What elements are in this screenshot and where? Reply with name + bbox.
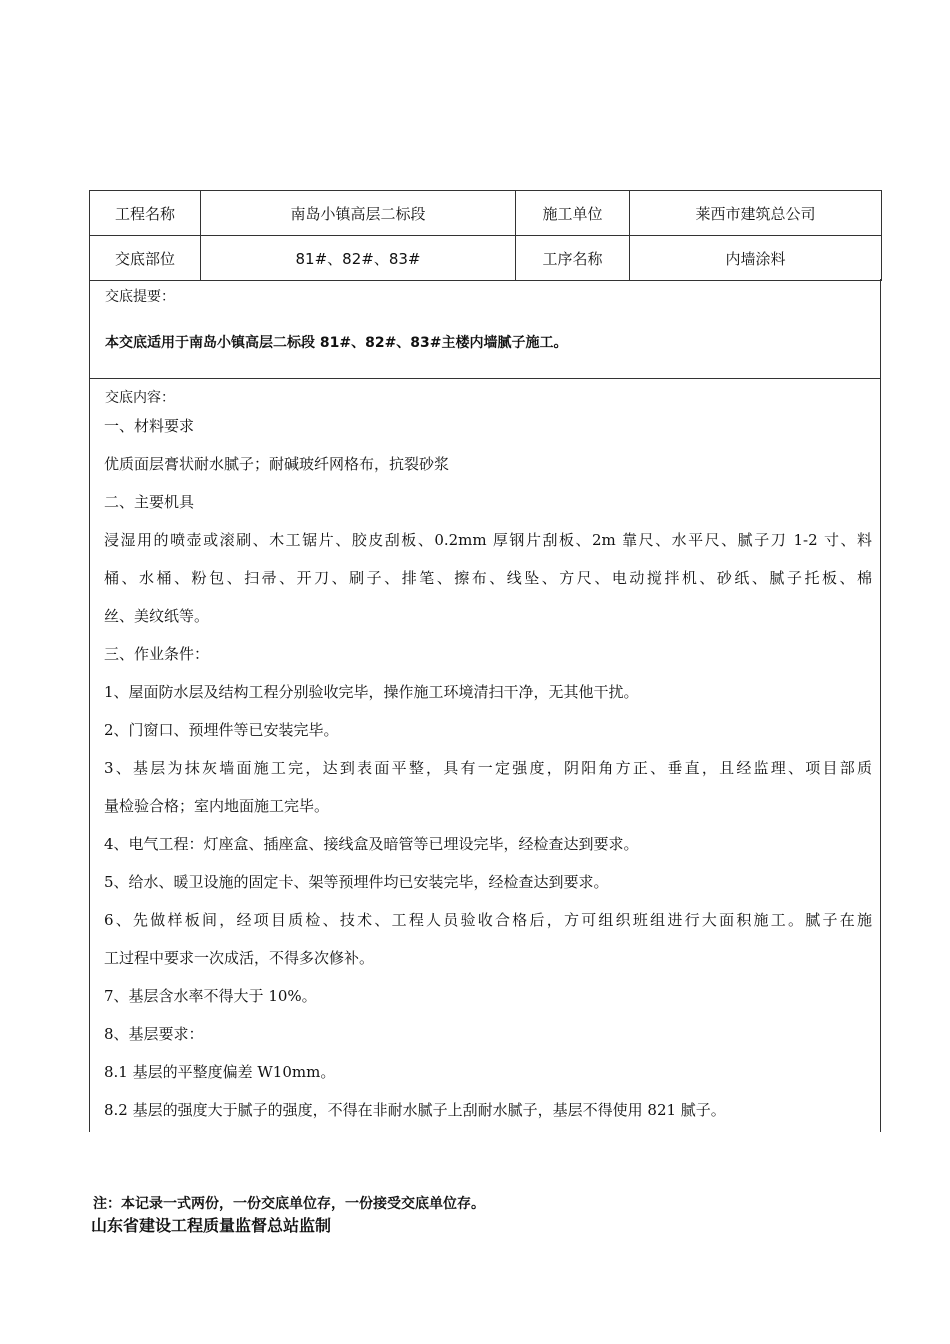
content-line: 4、电气工程：灯座盒、插座盒、接线盒及暗管等已埋设完毕，经检查达到要求。: [104, 835, 639, 853]
summary-text: 本交底适用于南岛小镇高层二标段 81#、82#、83#主楼内墙腻子施工。: [105, 335, 568, 351]
content-line: 5、给水、暖卫设施的固定卡、架等预埋件均已安装完毕，经检查达到要求。: [104, 873, 609, 891]
content-line: 量检验合格；室内地面施工完毕。: [104, 797, 330, 815]
content-line: 三、作业条件：: [104, 645, 210, 663]
project-name-value: 南岛小镇高层二标段: [201, 191, 516, 236]
header-row-location: [90, 236, 882, 281]
footer-organization: 山东省建设工程质量监督总站监制: [91, 1216, 332, 1235]
location-label: 交底部位: [90, 236, 201, 281]
summary-label: 交底提要：: [105, 289, 175, 305]
process-label: 工序名称: [516, 236, 630, 281]
content-line: 桶、水桶、粉包、扫帚、开刀、刷子、排笔、擦布、线坠、方尺、电动搅拌机、砂纸、腻子托板、棉: [104, 569, 872, 587]
content-line: 6、先做样板间，经项目质检、技术、工程人员验收合格后，方可组织班组进行大面积施工。腻子在施: [104, 911, 872, 929]
header-row-project: [90, 191, 882, 236]
content-body: [104, 415, 872, 1137]
content-line: 丝、美纹纸等。: [104, 607, 210, 625]
content-line: 8.1 基层的平整度偏差 W10mm。: [104, 1063, 336, 1081]
content-label: 交底内容：: [105, 390, 175, 406]
header-table: [89, 190, 882, 281]
project-name-label: 工程名称: [90, 191, 201, 236]
content-line: 一、材料要求: [104, 417, 195, 435]
content-line: 优质面层膏状耐水腻子；耐碱玻纤网格布，抗裂砂浆: [104, 455, 450, 473]
content-line: 浸湿用的喷壶或滚刷、木工锯片、胶皮刮板、0.2mm 厚钢片刮板、2m 靠尺、水平尺、腻子刀 1-2 寸、料: [104, 531, 872, 549]
footer-note: 注：本记录一式两份，一份交底单位存，一份接受交底单位存。: [93, 1196, 485, 1212]
content-line: 7、基层含水率不得大于 10%。: [104, 987, 317, 1005]
content-line: 1、屋面防水层及结构工程分别验收完毕，操作施工环境清扫干净，无其他干扰。: [104, 683, 639, 701]
content-line: 二、主要机具: [104, 493, 195, 511]
location-value: 81#、82#、83#: [201, 236, 516, 281]
process-value: 内墙涂料: [630, 236, 882, 281]
summary-section: [89, 279, 881, 379]
content-line: 8.2 基层的强度大于腻子的强度，不得在非耐水腻子上刮耐水腻子，基层不得使用 821 腻子。: [104, 1101, 726, 1119]
content-section: [89, 379, 881, 1132]
content-line: 2、门窗口、预埋件等已安装完毕。: [104, 721, 339, 739]
content-line: 3、基层为抹灰墙面施工完，达到表面平整，具有一定强度，阴阳角方正、垂直，且经监理、项目部质: [104, 759, 872, 777]
contractor-label: 施工单位: [516, 191, 630, 236]
content-line: 8、基层要求：: [104, 1025, 204, 1043]
contractor-value: 莱西市建筑总公司: [630, 191, 882, 236]
content-line: 工过程中要求一次成活，不得多次修补。: [104, 949, 375, 967]
